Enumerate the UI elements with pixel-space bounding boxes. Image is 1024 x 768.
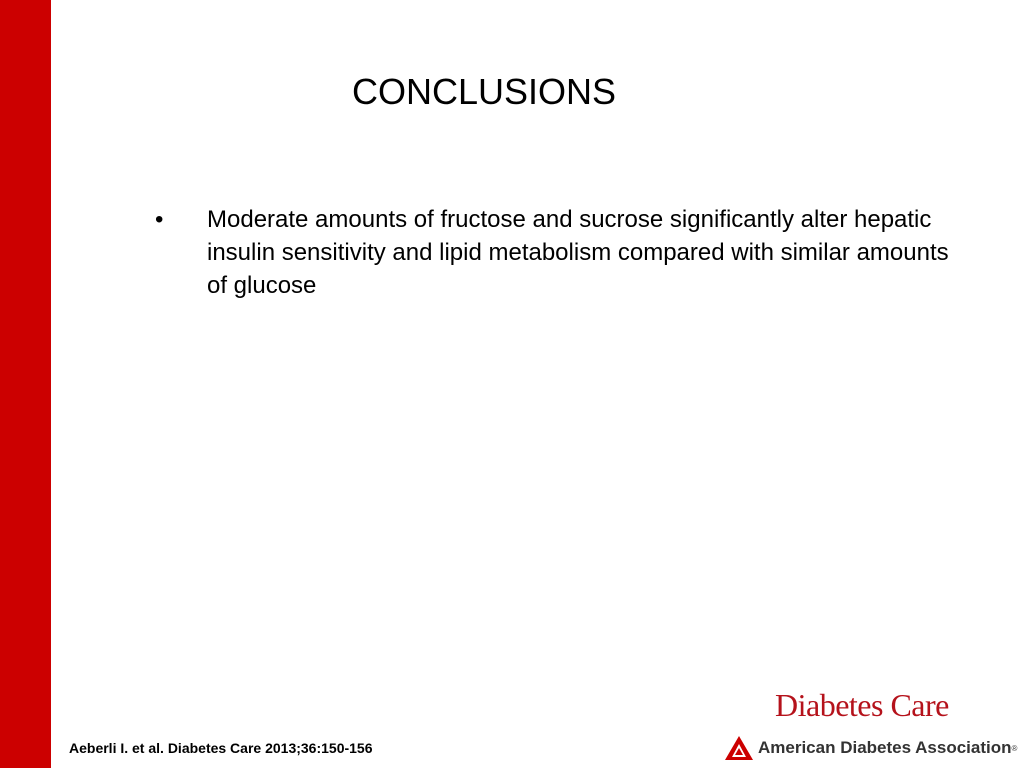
accent-bar (0, 0, 51, 768)
bullet-icon: • (155, 206, 164, 233)
ada-logo-text: American Diabetes Association (758, 738, 1012, 757)
bullet-item (155, 203, 975, 302)
ada-triangle-icon (724, 735, 754, 761)
ada-logo (724, 735, 1017, 761)
bullet-list (155, 203, 975, 302)
registered-mark: ® (1011, 743, 1018, 753)
bullet-text: Moderate amounts of fructose and sucrose significantly alter hepatic insulin sensitivity and lipid metabolism compared with similar amounts of glucose (207, 206, 949, 299)
citation: Aeberli I. et al. Diabetes Care 2013;36:150-156 (69, 740, 373, 756)
diabetes-care-logo: Diabetes Care (775, 687, 949, 723)
slide-title: CONCLUSIONS (352, 71, 617, 112)
